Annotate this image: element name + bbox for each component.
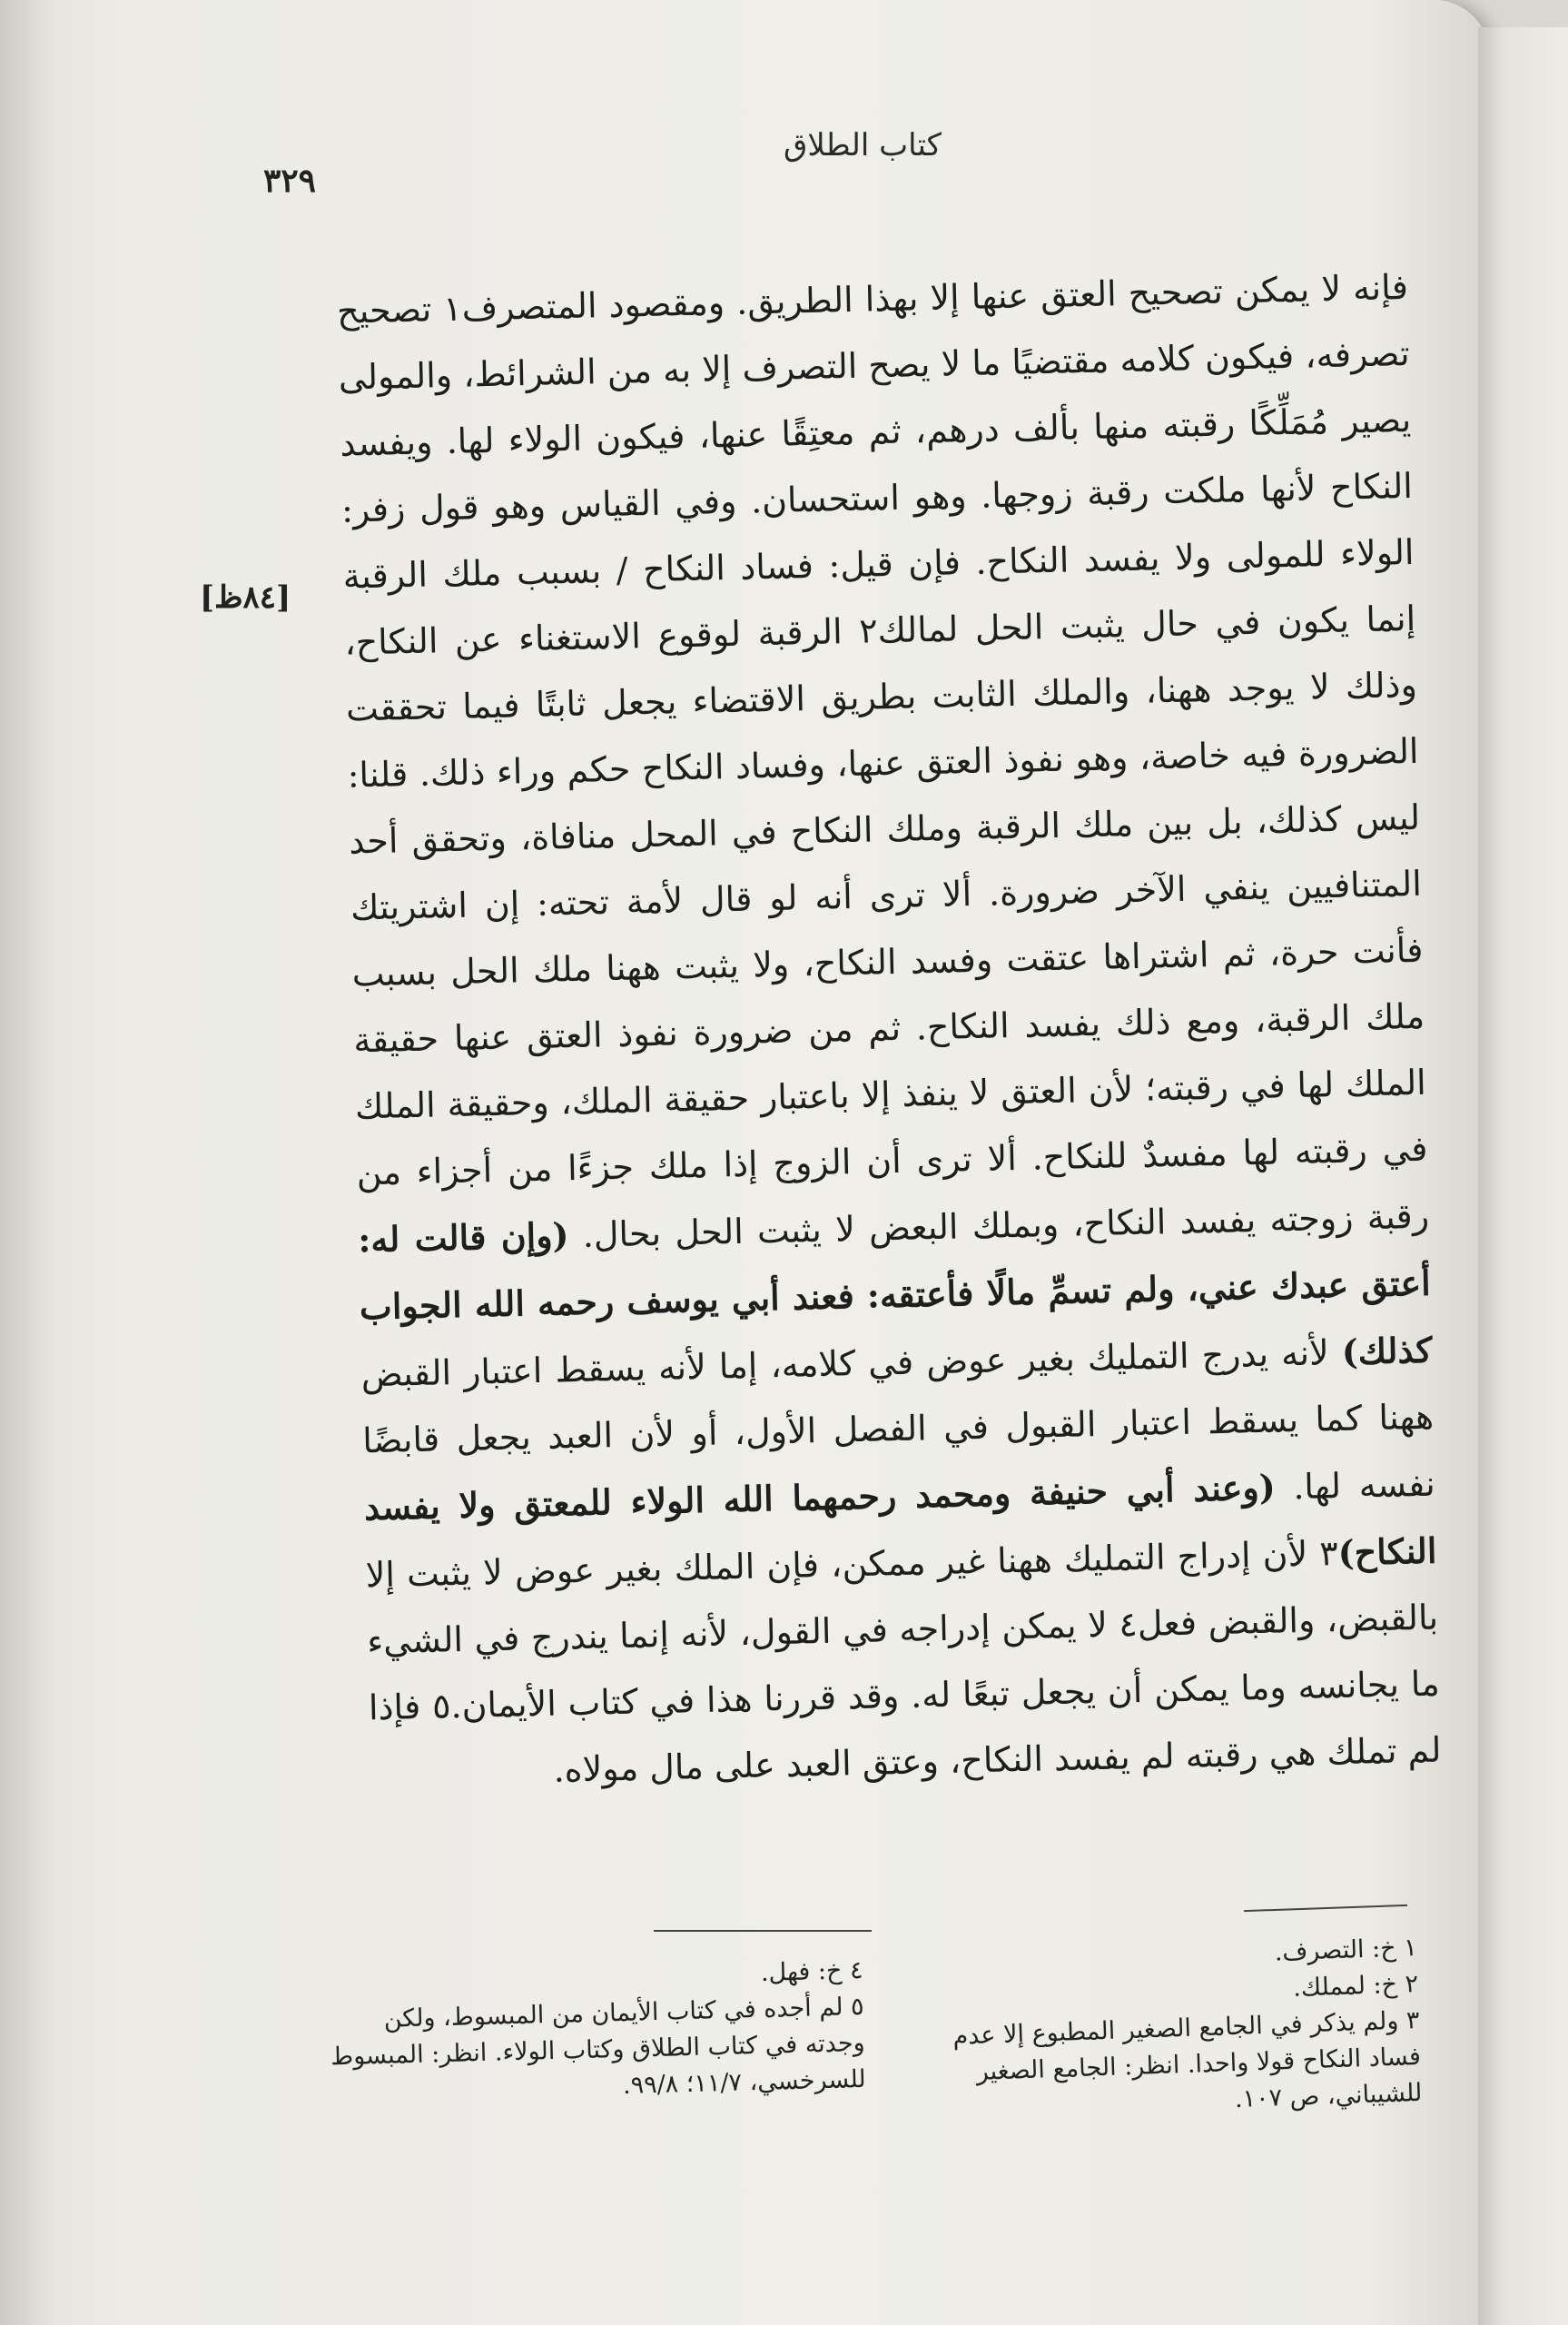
footnote: ٤ خ: فهل. (760, 1955, 863, 1987)
paragraph (336, 254, 1442, 1807)
bold-matn-text: (وعند أبي حنيفة ومحمد رحمهما الله الولاء للمعتق ولا يفسد النكاح) (363, 1466, 1437, 1574)
footnote: ٣ ولم يذكر في الجامع الصغير المطبوع إلا عدم فساد النكاح قولا واحدا. انظر: الجامع الصغير للشيباني، ص ١٠٧. (952, 2005, 1423, 2114)
manuscript-folio-mark: [٨٤ظ] (200, 579, 291, 616)
paragraph-text: لأنه يدرج التمليك بغير عوض في كلامه، إما لأنه يسقط اعتبار القبض ههنا كما يسقط اعتبار القبول في الفصل الأول، أو لأن العبد يجعل قابضًا نفسه لها. (360, 1332, 1436, 1508)
footnote-divider-right (1244, 1905, 1407, 1912)
page-number: ٣٢٩ (263, 162, 317, 200)
paragraph-text: فإنه لا يمكن تصحيح العتق عنها إلا بهذا الطريق. ومقصود المتصرف١ تصحيح تصرفه، فيكون كلامه مقتضيًا ما لا يصح التصرف إلا به من الشرائط، والمولى يصير مُمَلِّكًا رقبته منها بألف درهم، ثم معتِقًا عنها، فيكون الولاء لها. ويفسد النكاح لأنها ملكت رقبة زوجها. وهو استحسان. وفي القياس وهو قول زفر: الولاء للمولى ولا يفسد النكاح. فإن قيل: فساد النكاح / بسبب ملك الرقبة إنما يكون في حال يثبت الحل لمالك٢ الرقبة لوقوع الاستغناء عن النكاح، وذلك لا يوجد ههنا، والملك الثابت بطريق الاقتضاء يجعل ثابتًا فيما تحققت الضرورة فيه خاصة، وهو نفوذ العتق عنها، وفساد النكاح حكم وراء ذلك. قلنا: ليس كذلك، بل بين ملك الرقبة وملك النكاح في المحل منافاة، وتحقق أحد المتنافيين ينفي الآخر ضرورة. ألا ترى أنه لو قال لأمة تحته: إن اشتريتك فأنت حرة، ثم اشتراها عتقت وفسد النكاح، ولا يثبت ههنا ملك الحل بسبب ملك الرقبة، ومع ذلك يفسد النكاح. ثم من ضرورة نفوذ العتق عنها حقيقة الملك لها في رقبته؛ لأن العتق لا ينفذ إلا باعتبار حقيقة الملك، وحقيقة الملك في رقبته لها مفسدٌ للنكاح. ألا ترى أن الزوج إذا ملك جزءًا من أجزاء من رقبة زوجته يفسد النكاح، وبملك البعض لا يثبت الحل بحال. (336, 266, 1430, 1255)
footnote: ٢ خ: لمملك. (1292, 1969, 1419, 2003)
bold-matn-text: (وإن قالت له: أعتق عبدك عني، ولم تسمِّ مالًا فأعتقه: فعند أبي يوسف رحمه الله الجواب كذلك) (357, 1214, 1433, 1372)
running-header-title: كتاب الطلاق (784, 127, 942, 163)
footnote: ١ خ: التصرف. (1274, 1933, 1418, 1967)
paragraph-text: ٣ لأن إدراج التمليك ههنا غير ممكن، فإن الملك بغير عوض لا يثبت إلا بالقبض، والقبض فعل٤ لا يمكن إدراجه في القول، لأنه إنما يندرج في الشيء ما يجانسه وما يمكن أن يجعل تبعًا له. وقد قررنا هذا في كتاب الأيمان.٥ فإذا لم تملك هي رقبته لم يفسد النكاح، وعتق العبد على مال مولاه. (365, 1533, 1442, 1790)
footnotes-right-column (899, 1930, 1423, 2130)
footnotes-left-column (318, 1953, 866, 2112)
adjacent-page-edge (1478, 27, 1568, 2325)
footnote-divider-left (654, 1930, 872, 1932)
page-gutter-shadow (0, 0, 54, 2325)
footnote: ٥ لم أجده في كتاب الأيمان من المبسوط، ولكن وجدته في كتاب الطلاق وكتاب الولاء. انظر: المبسوط للسرخسي، ١١/٧؛ ٩٩/٨. (330, 1992, 867, 2100)
main-text (336, 254, 1442, 1807)
